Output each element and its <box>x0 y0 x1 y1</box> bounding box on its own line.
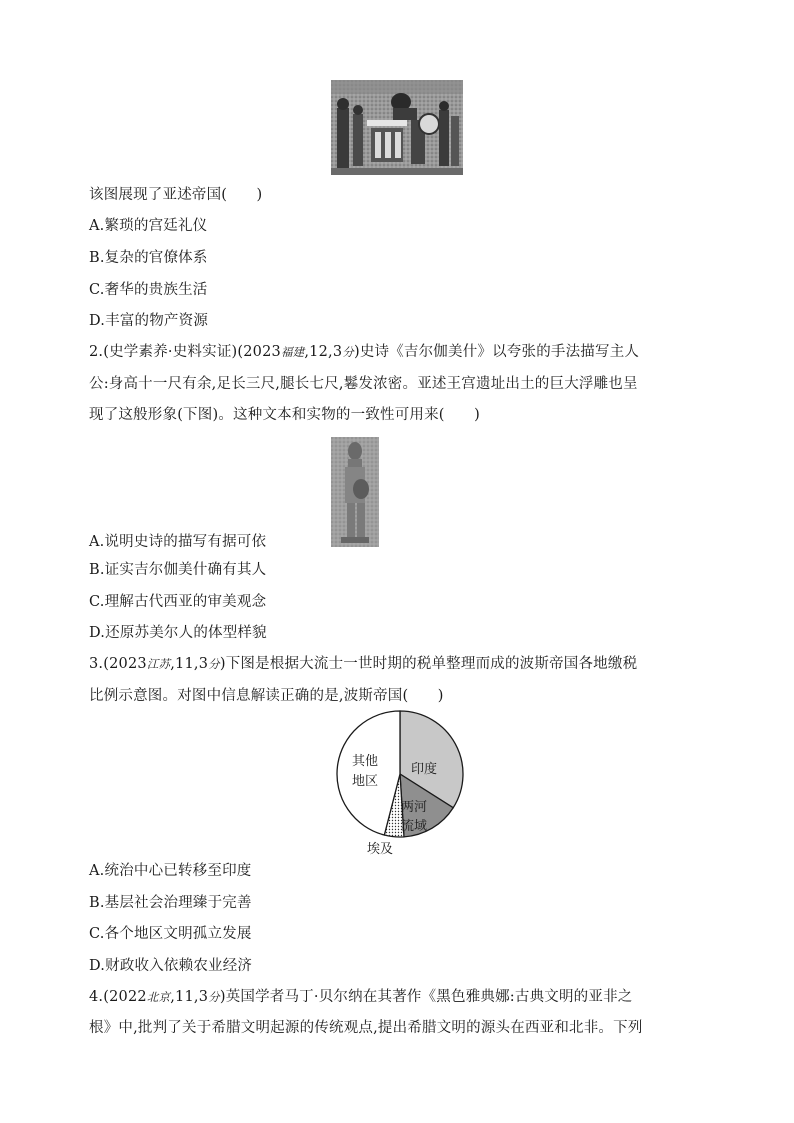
q2-option-d[interactable]: D.还原苏美尔人的体型样貌 <box>89 625 267 641</box>
label-meso-2: 流域 <box>400 819 428 834</box>
tax-pie-chart <box>325 708 475 858</box>
gilgamesh-drawing <box>331 437 379 547</box>
q2-option-a[interactable]: A.说明史诗的描写有据可依 <box>89 534 267 550</box>
q1-option-c[interactable]: C.奢华的贵族生活 <box>89 282 208 298</box>
q4-source-open: (2022 <box>103 989 147 1005</box>
q4-stem-text: 英国学者马丁·贝尔纳在其著作《黑色雅典娜:古典文明的亚非之 <box>225 989 633 1005</box>
q4-source-unit: 分 <box>208 990 220 1004</box>
q2-number: 2. <box>89 344 104 360</box>
q3-source-region: 江苏 <box>146 657 171 671</box>
q3-option-a[interactable]: A.统治中心已转移至印度 <box>89 863 252 879</box>
label-meso-1: 两河 <box>400 800 428 815</box>
q3-source-end: ) <box>219 656 226 672</box>
q4-number: 4. <box>89 989 104 1005</box>
q1-option-d[interactable]: D.丰富的物产资源 <box>89 313 209 329</box>
q3-option-d[interactable]: D.财政收入依赖农业经济 <box>89 958 253 974</box>
pie-svg <box>325 708 475 858</box>
q1-stem: 该图展现了亚述帝国( ) <box>89 187 263 203</box>
label-egypt: 埃及 <box>366 842 394 857</box>
label-other-1: 其他 <box>351 754 379 769</box>
q3-stem-line2: 比例示意图。对图中信息解读正确的是,波斯帝国( ) <box>89 688 444 704</box>
label-india: 印度 <box>410 762 438 777</box>
q2-source-open: (2023 <box>237 344 281 360</box>
q1-option-a[interactable]: A.繁琐的宫廷礼仪 <box>89 218 208 234</box>
q4-source-end: ) <box>219 989 226 1005</box>
q3-number: 3. <box>89 656 104 672</box>
q3-source-unit: 分 <box>208 657 220 671</box>
q4-source-close: ,11,3 <box>170 989 209 1005</box>
q3-option-c[interactable]: C.各个地区文明孤立发展 <box>89 926 252 942</box>
label-other-2: 地区 <box>351 774 379 789</box>
q4-stem-line2: 根》中,批判了关于希腊文明起源的传统观点,提出希腊文明的源头在西亚和北非。下列 <box>89 1020 643 1036</box>
q2-tag: (史学素养·史料实证) <box>103 344 238 360</box>
q3-source-open: (2023 <box>103 656 147 672</box>
q3-stem-line1 <box>89 655 637 673</box>
q4-stem-line1 <box>89 988 632 1006</box>
q2-stem-text: 史诗《吉尔伽美什》以夸张的手法描写主人 <box>359 344 640 360</box>
q3-source-close: ,11,3 <box>170 656 209 672</box>
q2-stem-line3: 现了这般形象(下图)。这种文本和实物的一致性可用来( ) <box>89 407 480 423</box>
q2-source-close: ,12,3 <box>304 344 343 360</box>
q3-stem-text: 下图是根据大流士一世时期的税单整理而成的波斯帝国各地缴税 <box>225 656 638 672</box>
q2-option-b[interactable]: B.证实吉尔伽美什确有其人 <box>89 562 267 578</box>
q1-option-b[interactable]: B.复杂的官僚体系 <box>89 250 208 266</box>
q2-source-end: ) <box>353 344 360 360</box>
q2-source-region: 福建 <box>280 345 305 359</box>
q2-stem-line2: 公:身高十一尺有余,足长三尺,腿长七尺,鬈发浓密。亚述王宫遗址出土的巨大浮雕也呈 <box>89 376 638 392</box>
q4-source-region: 北京 <box>146 990 171 1004</box>
assyrian-relief-image <box>331 80 463 175</box>
q3-option-b[interactable]: B.基层社会治理臻于完善 <box>89 895 252 911</box>
q2-stem-line1 <box>89 343 639 361</box>
relief-drawing <box>331 80 463 175</box>
q2-source-unit: 分 <box>342 345 354 359</box>
q2-option-c[interactable]: C.理解古代西亚的审美观念 <box>89 594 267 610</box>
gilgamesh-relief-image <box>331 437 379 547</box>
